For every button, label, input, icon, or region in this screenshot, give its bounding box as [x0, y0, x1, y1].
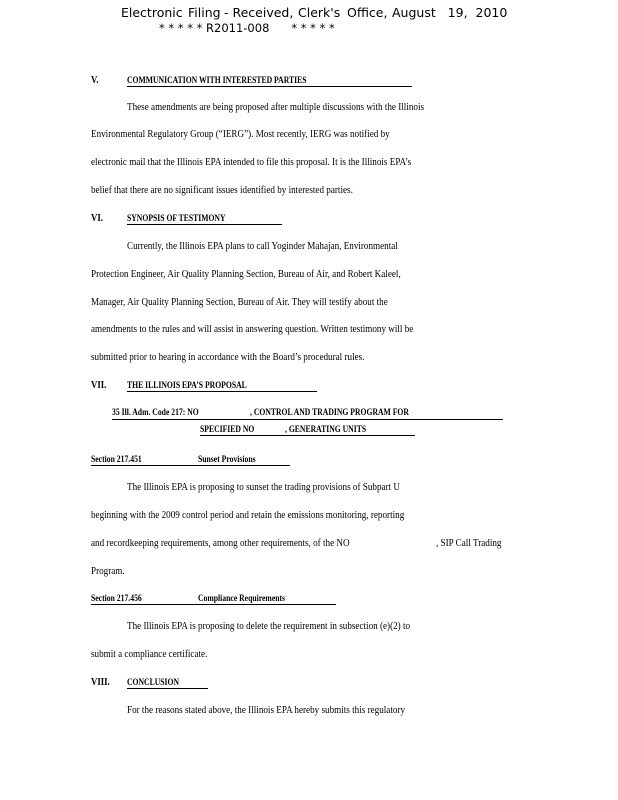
section-6-underline [127, 224, 282, 225]
section-6-line-3: Manager, Air Quality Planning Section, Bureau of Air. They will testify about the [91, 297, 388, 308]
part-title-a: 35 Ill. Adm. Code 217: NO [112, 407, 199, 418]
section-5-line-2: Environmental Regulatory Group (“IERG”). Most recently, IERG was notified by [91, 129, 390, 140]
section-5-underline [127, 86, 412, 87]
section-217-451-number: Section 217.451 [91, 454, 142, 465]
section-5-line-4: belief that there are no significant issues identified by interested parties. [91, 185, 353, 196]
section-8-title: CONCLUSION [127, 677, 180, 688]
section-8-line-1: For the reasons stated above, the Illinois EPA hereby submits this regulatory [127, 705, 406, 716]
section-7-number: VII. [91, 380, 107, 391]
section-217-451-underline [91, 465, 290, 466]
sip-call-trading: , SIP Call Trading [436, 538, 502, 549]
section-8-number: VIII. [91, 677, 110, 688]
part-title-d: , GENERATING UNITS [285, 424, 367, 435]
section-217-456-line-2: submit a compliance certificate. [91, 649, 208, 660]
section-7-title: THE ILLINOIS EPA’S PROPOSAL [127, 380, 247, 391]
section-5-number: V. [91, 75, 99, 86]
part-title-underline-1 [112, 419, 503, 420]
section-8-underline [127, 688, 208, 689]
section-217-451-line-2: beginning with the 2009 control period and retain the emissions monitoring, reporting [91, 510, 405, 521]
part-title-b: , CONTROL AND TRADING PROGRAM FOR [250, 407, 409, 418]
section-7-underline [127, 391, 317, 392]
stamp-received: - Received, [224, 5, 294, 20]
section-217-456-line-1: The Illinois EPA is proposing to delete the requirement in subsection (e)(2) to [127, 621, 411, 632]
section-5-line-3: electronic mail that the Illinois EPA intended to file this proposal. It is the Illinois EPA’s [91, 157, 412, 168]
section-217-456-underline [91, 604, 336, 605]
section-5-title: COMMUNICATION WITH INTERESTED PARTIES [127, 75, 307, 86]
stamp-electronic: Electronic [121, 5, 183, 20]
section-217-456-number: Section 217.456 [91, 593, 142, 604]
section-6-title: SYNOPSIS OF TESTIMONY [127, 213, 226, 224]
section-6-line-1: Currently, the Illinois EPA plans to call Yoginder Mahajan, Environmental [127, 241, 398, 252]
section-217-451-line-3: and recordkeeping requirements, among other requirements, of the NO [91, 538, 350, 549]
section-217-456-title: Compliance Requirements [198, 593, 286, 604]
stamp-date: August 19, 2010 [392, 5, 508, 20]
section-5-line-1: These amendments are being proposed after multiple discussions with the Illinois [127, 102, 425, 113]
section-217-451-line-1: The Illinois EPA is proposing to sunset the trading provisions of Subpart U [127, 482, 400, 493]
section-6-number: VI. [91, 213, 103, 224]
section-6-line-4: amendments to the rules and will assist in answering question. Written testimony will be [91, 324, 414, 335]
docket-number: * * * * * R2011-008 * * * * * [159, 21, 335, 35]
section-217-451-line-4: Program. [91, 566, 125, 577]
stamp-clerks: Clerk's [298, 5, 341, 20]
part-title-underline-2 [200, 435, 415, 436]
stamp-filing: Filing [188, 5, 221, 20]
section-6-line-2: Protection Engineer, Air Quality Planning Section, Bureau of Air, and Robert Kaleel, [91, 269, 401, 280]
part-title-c: SPECIFIED NO [200, 424, 255, 435]
stamp-office: Office, [347, 5, 388, 20]
section-217-451-title: Sunset Provisions [198, 454, 256, 465]
section-6-line-5: submitted prior to hearing in accordance with the Board’s procedural rules. [91, 352, 365, 363]
